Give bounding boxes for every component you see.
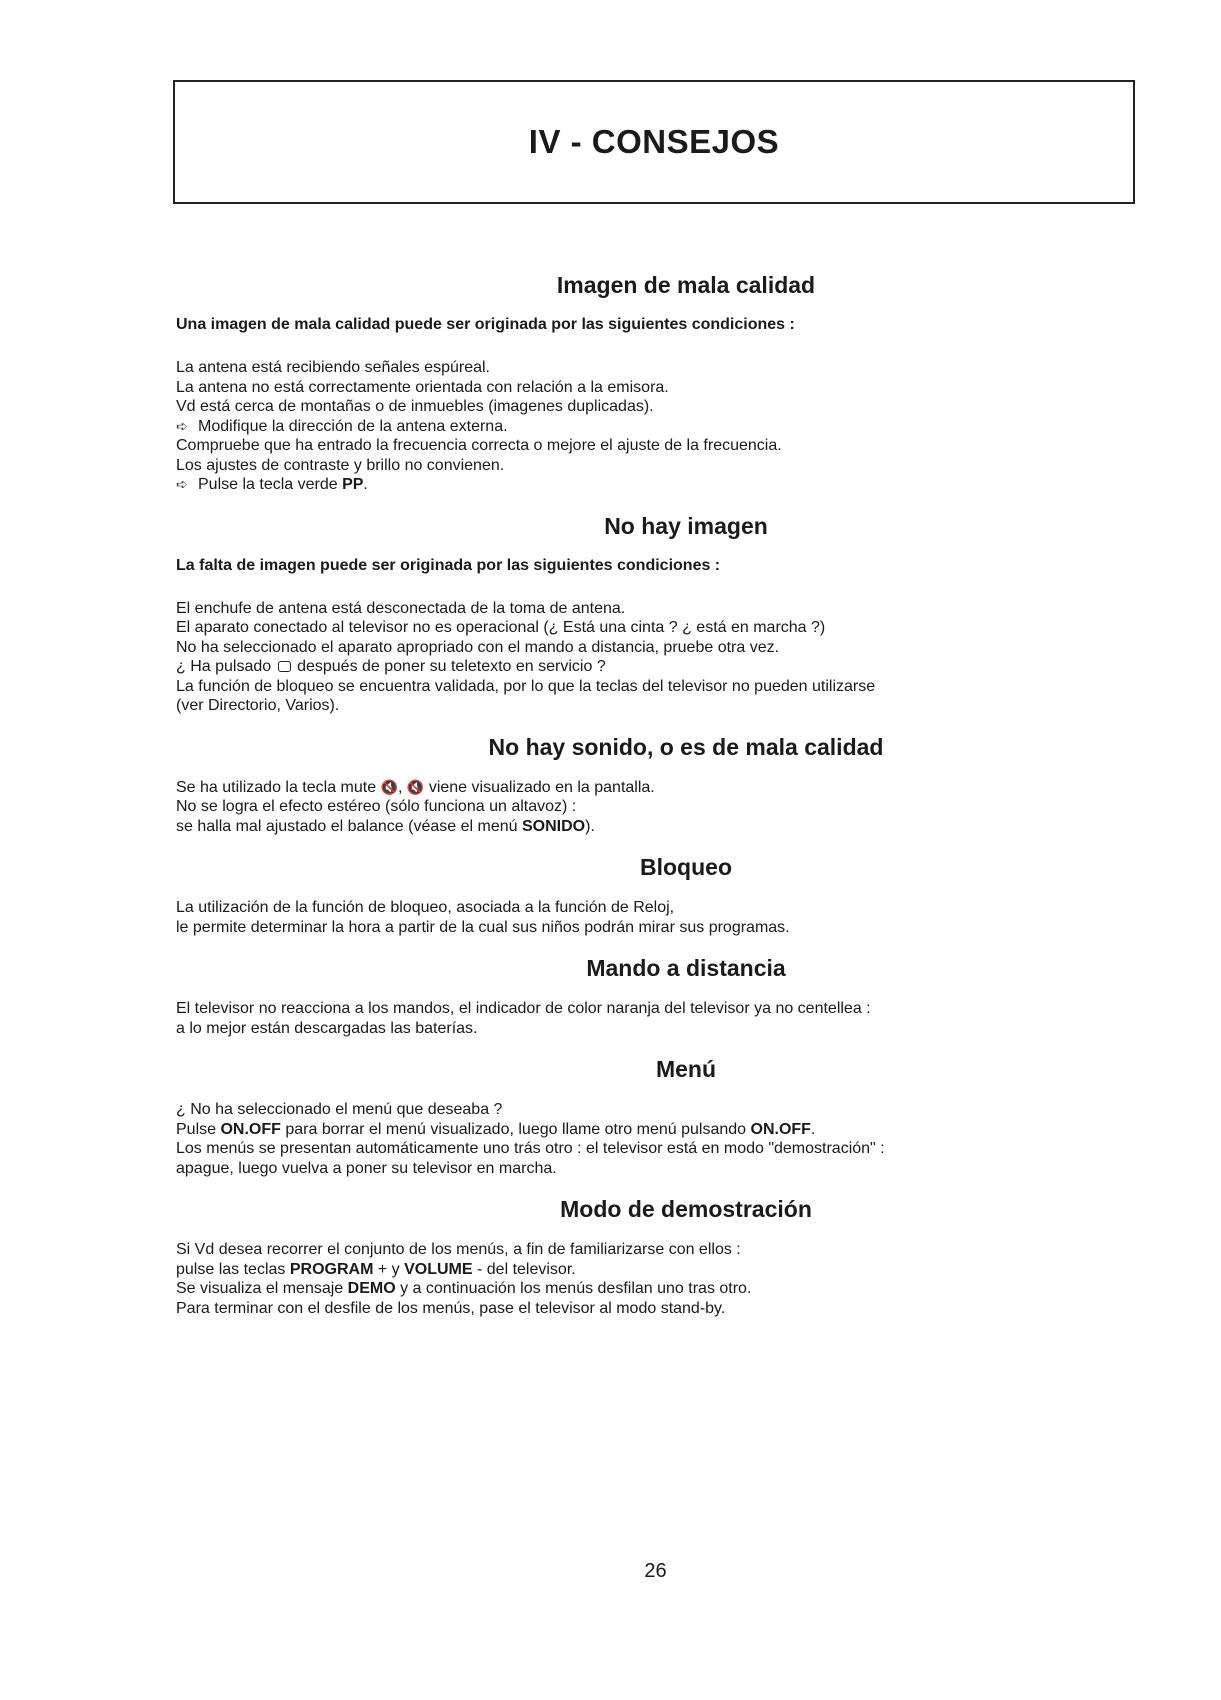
tv-screen-icon: [278, 661, 291, 672]
section-heading: Mando a distancia: [586, 955, 786, 981]
text-line-content: + y: [373, 1260, 405, 1278]
text-line: [176, 1279, 1076, 1299]
keyword: ON.OFF: [750, 1120, 811, 1138]
text-line: [176, 778, 1076, 798]
text-line: [176, 1120, 1076, 1140]
text-line: El aparato conectado al televisor no es operacional (¿ Está una cinta ? ¿ está en marcha ?): [176, 619, 826, 636]
section-heading: No hay sonido, o es de mala calidad: [488, 733, 884, 760]
text-line-content: .: [363, 476, 368, 493]
text-line-content: viene visualizado en la pantalla.: [428, 778, 655, 796]
text-line-content: después de poner su teletexto en servicio ?: [297, 658, 606, 675]
section-imagen-mala-calidad: [176, 270, 1076, 495]
text-line: La antena no está correctamente orientada con relación a la emisora.: [176, 378, 669, 396]
text-line: [176, 1260, 1076, 1280]
text-line: Compruebe que ha entrado la frecuencia correcta o mejore el ajuste de la frecuencia.: [176, 437, 782, 454]
text-line: La utilización de la función de bloqueo, asociada a la función de Reloj,: [176, 899, 675, 916]
text-line: apague, luego vuelva a poner su televisor en marcha.: [176, 1159, 557, 1177]
page-number: 26: [644, 1560, 667, 1582]
text-line-content: Se visualiza el mensaje: [176, 1280, 348, 1297]
page-title: IV - CONSEJOS: [528, 123, 780, 160]
section-bloqueo: [176, 852, 1076, 937]
text-line-content: .: [810, 1120, 816, 1138]
text-line: le permite determinar la hora a partir de la cual sus niños podrán mirar sus programas.: [176, 918, 790, 936]
mute-icon: 🔇: [406, 778, 425, 795]
keyword: PROGRAM: [289, 1260, 374, 1278]
section-no-hay-imagen: [176, 511, 1076, 716]
text-line-content: ,: [398, 778, 403, 796]
arrow-icon: ➪: [176, 476, 188, 492]
section-body: [176, 599, 1076, 716]
keyword: DEMO: [347, 1280, 396, 1297]
section-body: [176, 898, 1076, 937]
text-line: ¿ No ha seleccionado el menú que deseaba ?: [176, 1101, 503, 1118]
text-line-content: Pulse la tecla verde: [198, 476, 343, 493]
section-heading: Bloqueo: [640, 854, 732, 880]
section-body: [176, 1100, 1076, 1178]
section-no-hay-sonido: [176, 732, 1076, 837]
content: [176, 270, 1076, 1334]
text-line: a lo mejor están descargadas las baterías.: [176, 1019, 478, 1037]
section-heading: Imagen de mala calidad: [556, 272, 816, 298]
section-heading: No hay imagen: [604, 512, 768, 539]
section-body: [176, 1240, 1076, 1318]
text-line-content: Pulse: [176, 1120, 221, 1138]
section-menu: [176, 1054, 1076, 1178]
arrow-icon: ➪: [176, 417, 188, 434]
section-heading: Modo de demostración: [560, 1196, 812, 1222]
text-line-content: - del televisor.: [472, 1260, 576, 1278]
section-intro: Una imagen de mala calidad puede ser originada por las siguientes condiciones :: [176, 316, 795, 333]
text-line-content: para borrar el menú visualizado, luego llame otro menú pulsando: [280, 1120, 751, 1138]
keyword: ON.OFF: [220, 1120, 281, 1138]
section-modo-demostracion: [176, 1194, 1076, 1318]
title-box: [173, 80, 1135, 204]
text-line: No ha seleccionado el aparato apropriado con el mando a distancia, pruebe otra vez.: [176, 638, 780, 656]
text-line: Vd está cerca de montañas o de inmuebles (imagenes duplicadas).: [176, 398, 654, 415]
text-line: Si Vd desea recorrer el conjunto de los menús, a fin de familiarizarse con ellos :: [176, 1241, 741, 1258]
section-body: [176, 358, 1076, 495]
text-line-content: ¿ Ha pulsado: [176, 658, 272, 675]
text-line-content: Se ha utilizado la tecla mute: [176, 778, 377, 796]
text-line: [176, 475, 1076, 495]
text-line-content: ).: [585, 817, 595, 835]
section-intro: La falta de imagen puede ser originada por las siguientes condiciones :: [176, 556, 721, 574]
section-heading: Menú: [655, 1056, 717, 1082]
text-line-content: Modifique la dirección de la antena externa.: [198, 417, 508, 435]
text-line-content: se halla mal ajustado el balance (véase el menú: [176, 817, 522, 835]
text-line: No se logra el efecto estéreo (sólo funciona un altavoz) :: [176, 798, 577, 815]
text-line-content: y a continuación los menús desfilan uno tras otro.: [395, 1280, 752, 1297]
keyword: VOLUME: [404, 1260, 473, 1278]
text-line: Para terminar con el desfile de los menús, pase el televisor al modo stand-by.: [176, 1299, 726, 1317]
keyword: SONIDO: [521, 817, 586, 835]
text-line-content: pulse las teclas: [176, 1260, 290, 1278]
text-line: El enchufe de antena está desconectada de la toma de antena.: [176, 599, 626, 617]
text-line: [176, 657, 1076, 677]
section-body: [176, 999, 1076, 1038]
text-line: Los ajustes de contraste y brillo no convienen.: [176, 456, 505, 474]
text-line: Los menús se presentan automáticamente uno trás otro : el televisor está en modo "demostración" :: [176, 1140, 885, 1157]
keyword: PP: [342, 476, 364, 493]
text-line: [176, 417, 1076, 437]
text-line: La función de bloqueo se encuentra validada, por lo que la teclas del televisor no pueden utilizarse: [176, 677, 876, 695]
section-body: [176, 778, 1076, 837]
text-line: El televisor no reacciona a los mandos, el indicador de color naranja del televisor ya no centellea :: [176, 1000, 871, 1017]
section-mando-a-distancia: [176, 953, 1076, 1038]
mute-icon: 🔇: [380, 778, 399, 795]
text-line: (ver Directorio, Varios).: [176, 697, 340, 714]
text-line: [176, 817, 1076, 837]
text-line: La antena está recibiendo señales espúreal.: [176, 359, 490, 376]
